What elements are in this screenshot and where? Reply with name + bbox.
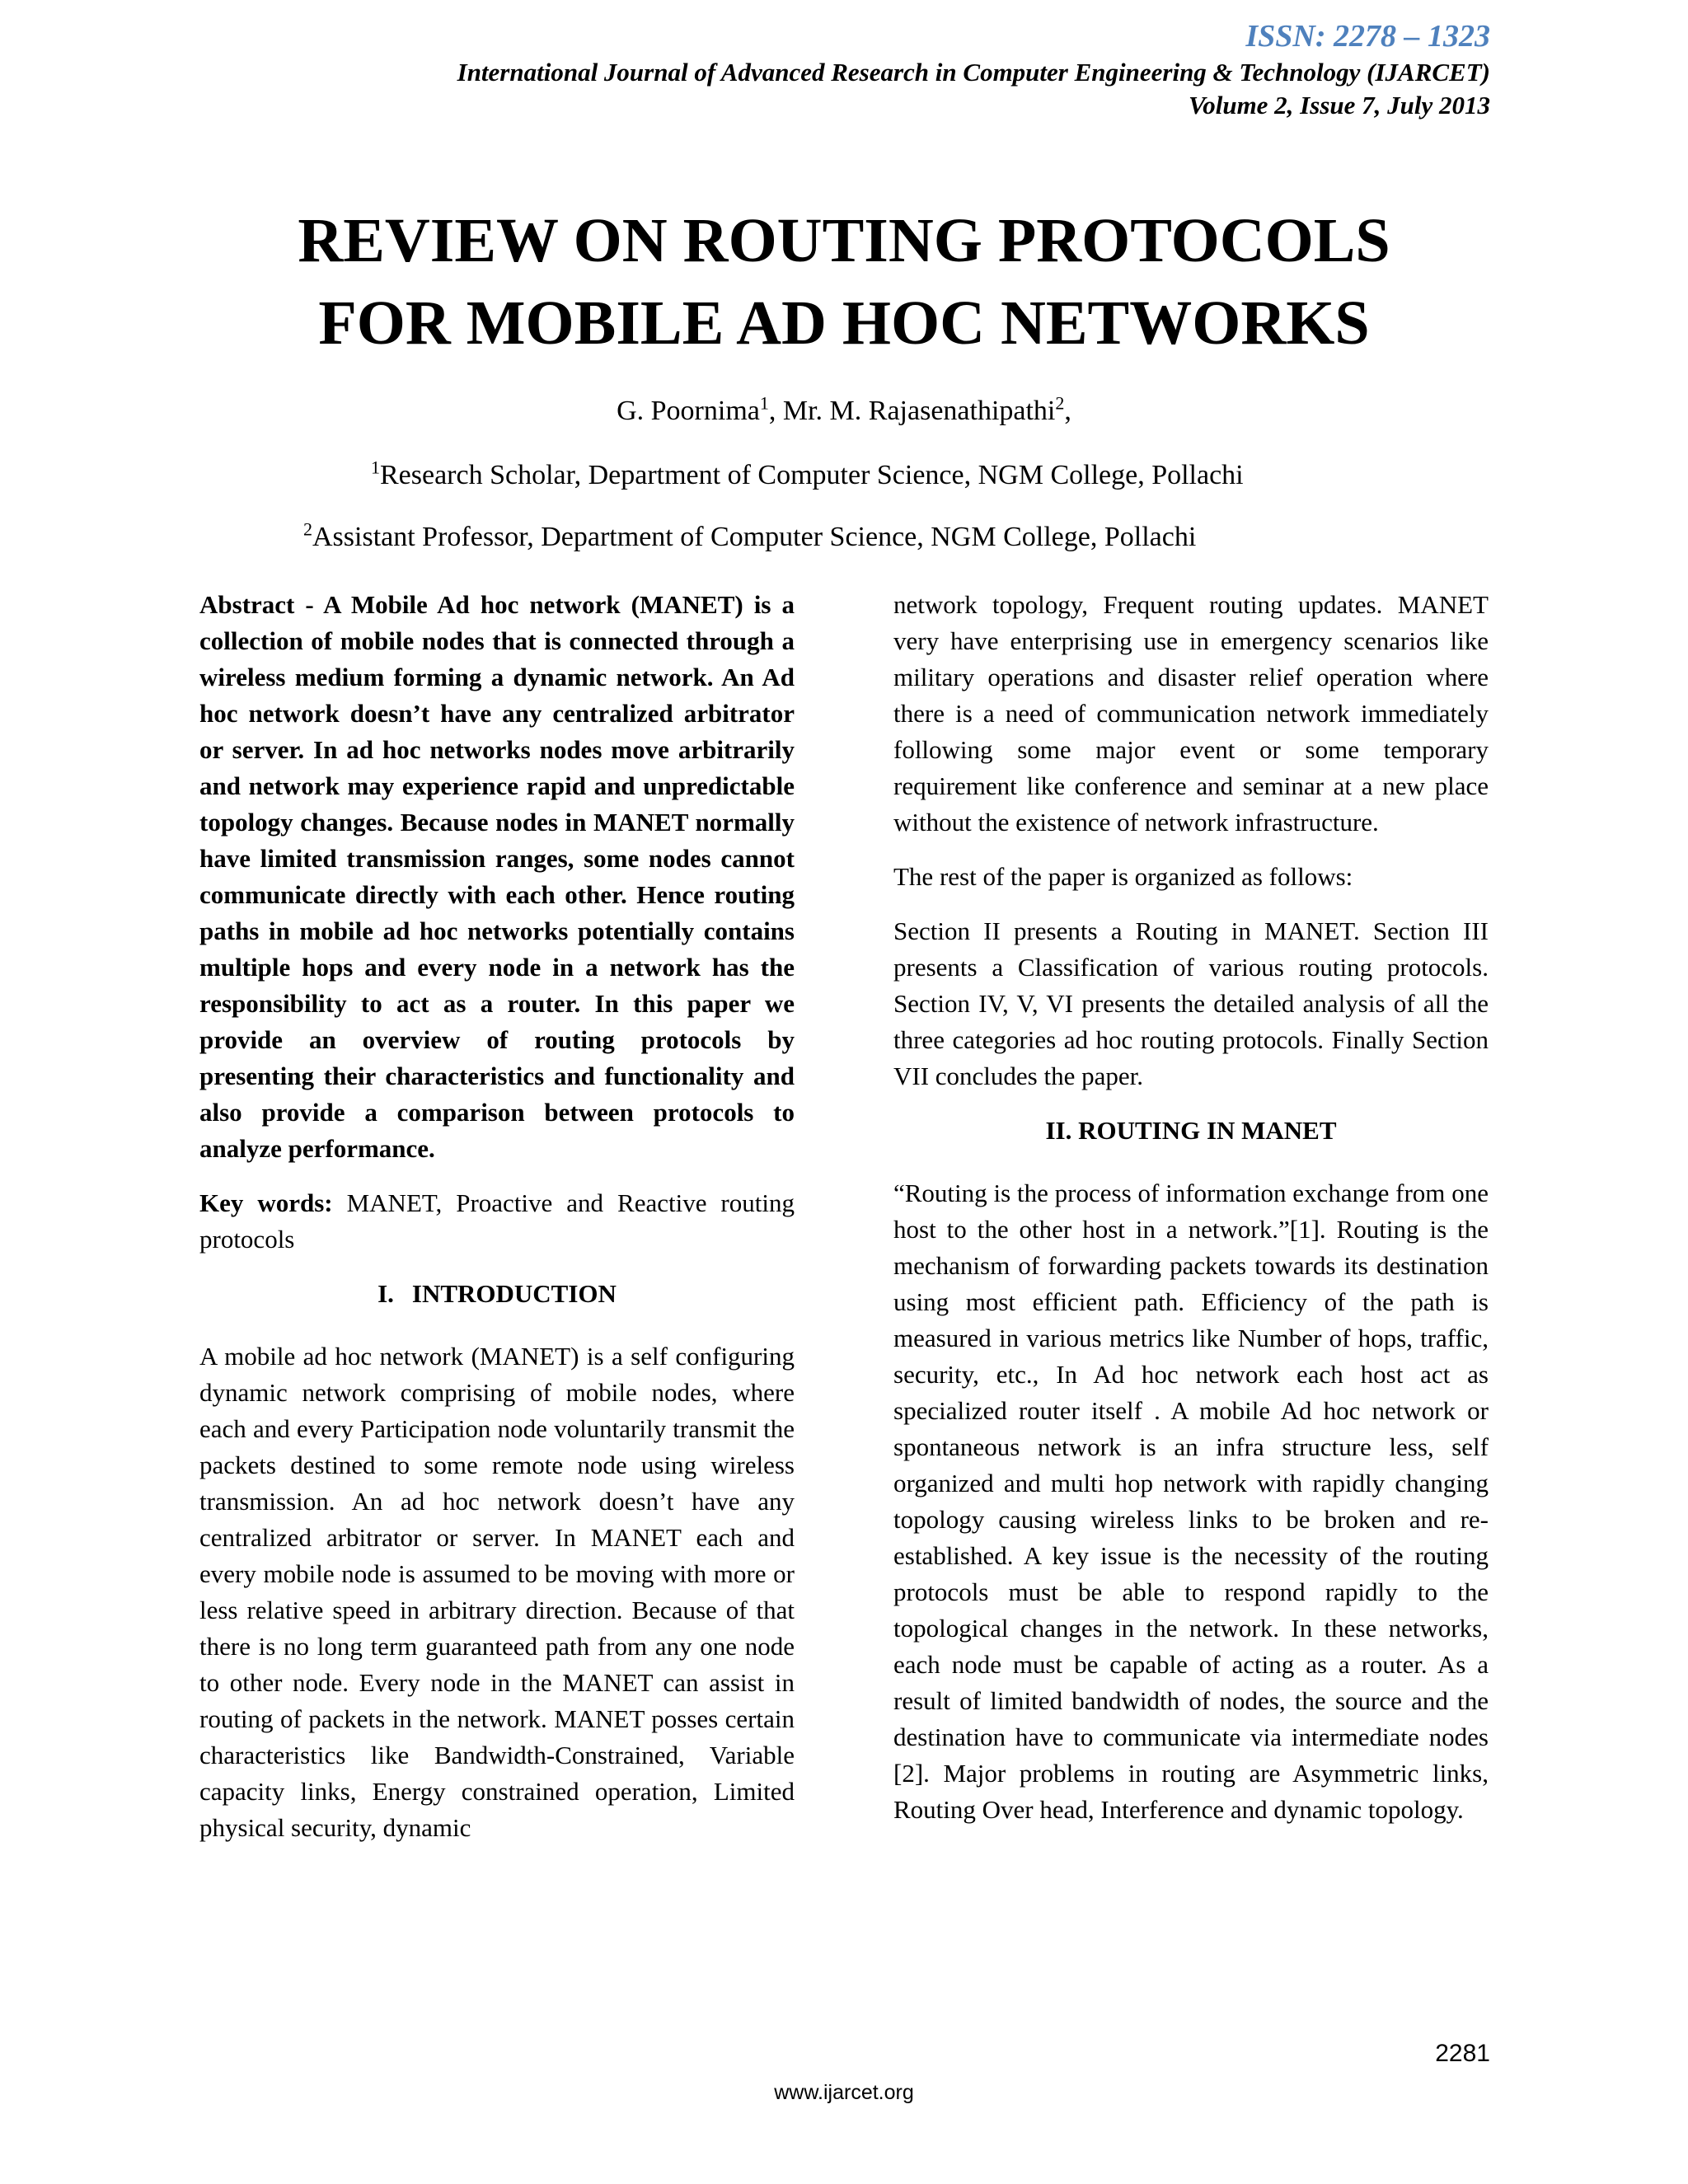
keywords-label: Key words: — [199, 1188, 333, 1217]
affiliation-1-superscript: 1 — [371, 457, 380, 478]
author-1-superscript: 1 — [759, 392, 769, 414]
affiliation-2 — [303, 518, 1197, 553]
author-1: G. Poornima — [617, 396, 760, 426]
section-title: INTRODUCTION — [411, 1279, 617, 1308]
introduction-continued-paragraph: network topology, Frequent routing updates. MANET very have enterprising use in emergency scenarios like military operations and disaster relief operation where there is a need of communication network immediately following some major event or some temporary requirement like conference and seminar at a new place without the existence of network infrastructure. — [893, 590, 1489, 837]
footer-url: www.ijarcet.org — [774, 2081, 914, 2104]
journal-volume: Volume 2, Issue 7, July 2013 — [1188, 91, 1490, 120]
right-column — [893, 587, 1489, 1846]
abstract-paragraph: Abstract - A Mobile Ad hoc network (MANET) is a collection of mobile nodes that is connected through a wireless medium forming a dynamic network. An Ad hoc network doesn’t have any centralized arbitrator or server. In ad hoc networks nodes move arbitrarily and network may experience rapid and unpredictable topology changes. Because nodes in MANET normally have limited transmission ranges, some nodes cannot communicate directly with each other. Hence routing paths in mobile ad hoc networks potentially contains multiple hops and every node in a network has the responsibility to act as a router. In this paper we provide an overview of routing protocols by presenting their characteristics and functionality and also provide a comparison between protocols to analyze performance. — [199, 590, 795, 1163]
section-number: I. — [377, 1279, 394, 1308]
page-number: 2281 — [1435, 2040, 1490, 2067]
routing-paragraph: “Routing is the process of information exchange from one host to the other host in a network.”[1]. Routing is the mechanism of forwarding packets towards its destination using most efficient path. Efficiency of the path is measured in various metrics like Number of hops, traffic, security, etc., In Ad hoc network each host act as specialized router itself . A mobile Ad hoc network or spontaneous network is an infra structure less, self organized and multi hop network with rapidly changing topology causing wireless links to be broken and re-established. A key issue is the necessity of the routing protocols must be able to respond rapidly to the topological changes in the network. In these networks, each node must be capable of acting as a router. As a result of limited bandwidth of nodes, the source and the destination have to communicate via intermediate nodes [2]. Major problems in routing are Asymmetric links, Routing Over head, Interference and dynamic topology. — [893, 1179, 1489, 1824]
section-heading-routing: II. ROUTING IN MANET — [1045, 1116, 1337, 1145]
section-heading-introduction — [199, 1276, 795, 1312]
author-2-superscript: 2 — [1055, 392, 1065, 414]
introduction-paragraph: A mobile ad hoc network (MANET) is a self configuring dynamic network comprising of mobile nodes, where each and every Participation node voluntarily transmit the packets destined to some remote node using wireless transmission. An ad hoc network doesn’t have any centralized arbitrator or server. In MANET each and every mobile node is assumed to be moving with more or less relative speed in arbitrary direction. Because of that there is no long term guaranteed path from any one node to other node. Every node in the MANET can assist in routing of packets in the network. MANET posses certain characteristics like Bandwidth-Constrained, Variable capacity links, Energy constrained operation, Limited physical security, dynamic — [199, 1342, 795, 1842]
affiliation-1 — [371, 457, 1244, 491]
left-column — [199, 587, 795, 1864]
author-list — [0, 392, 1688, 427]
affiliation-2-superscript: 2 — [303, 518, 312, 540]
organization-paragraph: Section II presents a Routing in MANET. Section III presents a Classification of various routing protocols. Section IV, V, VI presents the detailed analysis of all the three categories ad hoc routing protocols. Finally Section VII concludes the paper. — [893, 916, 1489, 1090]
keywords-text: MANET, Proactive and Reactive routing protocols — [199, 1188, 795, 1254]
affiliation-1-text: Research Scholar, Department of Computer Science, NGM College, Pollachi — [380, 460, 1244, 490]
keywords-paragraph — [199, 1185, 795, 1258]
title-line-1: REVIEW ON ROUTING PROTOCOLS — [298, 206, 1390, 275]
journal-name: International Journal of Advanced Research in Computer Engineering & Technology (IJARCET) — [457, 58, 1490, 87]
author-2: Mr. M. Rajasenathipathi — [782, 396, 1056, 426]
organization-intro: The rest of the paper is organized as follows: — [893, 862, 1353, 891]
title-line-2: FOR MOBILE AD HOC NETWORKS — [318, 288, 1370, 358]
author-separator: , — [768, 396, 783, 426]
issn-label: ISSN: 2278 – 1323 — [1245, 19, 1490, 54]
affiliation-2-text: Assistant Professor, Department of Computer Science, NGM College, Pollachi — [312, 522, 1197, 552]
author-trailing: , — [1064, 396, 1071, 426]
paper-title — [0, 199, 1688, 364]
